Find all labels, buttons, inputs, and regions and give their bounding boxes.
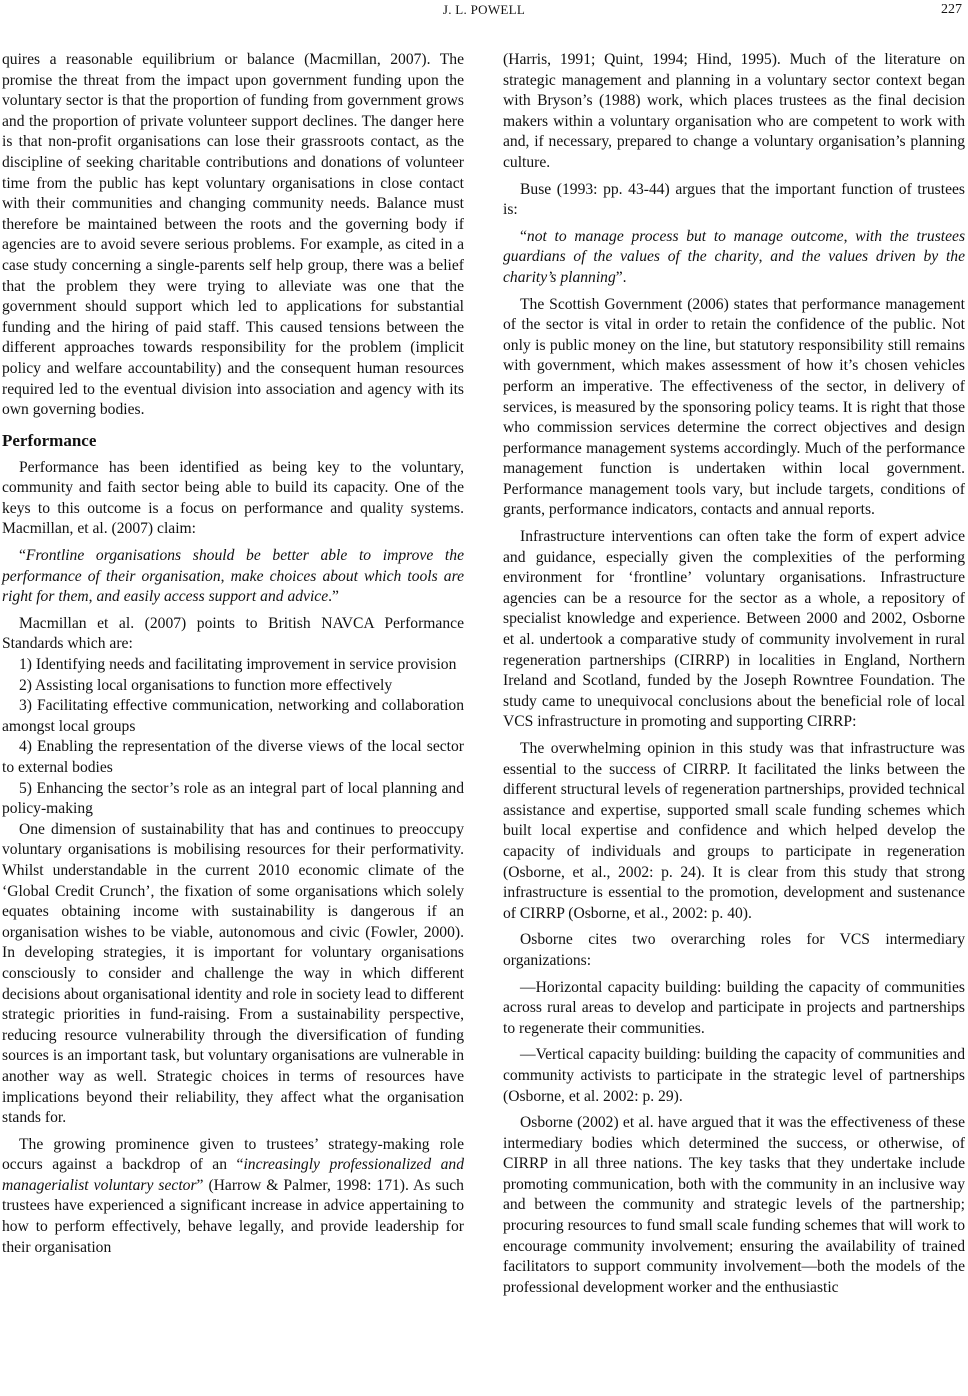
- paragraph: Performance has been identified as being key to the voluntary, community and faith sector being able to build its capacity. One of the keys to this outcome is a focus on performance and quality systems. Macmillan, et al. (2007) claim:: [2, 458, 464, 538]
- paragraph: Macmillan et al. (2007) points to British NAVCA Performance Standards which are:: [2, 614, 464, 653]
- block-quote: [503, 227, 965, 289]
- paragraph-text: ” (Harrow & Palmer, 1998: 171). As such trustees have experienced a significant increase in advice appertaining to how to perform effectively, behave legally, and provide leadership for their organisation: [2, 1176, 464, 1256]
- page-number: 227: [941, 2, 962, 17]
- quote-text: and easily access support and advice: [96, 588, 329, 606]
- quote-mark: .”: [328, 588, 339, 606]
- list-item: 5) Enhancing the sector’s role as an integral part of local planning and policy-making: [2, 779, 464, 818]
- quote-text: with the trustees guardians of the values of the charity: [503, 227, 966, 266]
- paragraph: Infrastructure interventions can often take the form of expert advice and guidance, especially given the complexities of the performing environment for ‘frontline’ voluntary organisations. Infrastructure agencies can be a resource for the sector as a whole, a repository of specialist knowledge and experience. Between 2000 and 2002, Osborne et al. undertook a comparative study of community involvement in rural regeneration partnerships (CIRRP) in localities in England, Northern Ireland and Scotland, funded by the Joseph Rowntree Foundation. The study came to unequivocal conclusions about the beneficial role of local VCS infrastructure in promoting and supporting CIRRP:: [503, 528, 965, 731]
- quote-text: Frontline organisations should be better able to improve the performance of their organisation: [2, 547, 464, 585]
- block-quote: [2, 546, 464, 608]
- paragraph: Osborne cites two overarching roles for VCS intermediary organizations:: [503, 931, 965, 969]
- quote-mark: ”.: [615, 268, 627, 286]
- quote-separator: ,: [758, 248, 771, 266]
- running-head-author: J. L. POWELL: [442, 2, 526, 17]
- quote-separator: ,: [843, 227, 856, 245]
- right-column: [503, 50, 965, 1298]
- list-item: —Vertical capacity building: building the capacity of communities and community activists to participate in the strategic level of partnerships (Osborne, et al. 2002: p. 29).: [503, 1046, 965, 1105]
- quote-text: not to manage process but to manage outcome: [526, 227, 844, 245]
- quote-text: make choices about which tools are right for them: [2, 567, 464, 606]
- list-item: 3) Facilitating effective communication, networking and collaboration amongst local groups: [2, 697, 464, 735]
- list-item: 1) Identifying needs and facilitating improvement in service provision: [19, 656, 457, 674]
- list-item: —Horizontal capacity building: building the capacity of communities across rural areas to develop and participate in projects and partnerships to regenerate their communities.: [503, 978, 965, 1037]
- running-head: [0, 0, 968, 22]
- left-column: [2, 50, 464, 1258]
- quote-text: and the values driven by the charity’s planning: [503, 248, 965, 286]
- list-item: 2) Assisting local organisations to function more effectively: [19, 676, 393, 694]
- quote-mark: “: [19, 547, 26, 565]
- quote-separator: ,: [88, 588, 97, 606]
- section-heading-performance: Performance: [2, 430, 97, 450]
- quote-mark: “: [520, 227, 527, 245]
- paragraph: Osborne (2002) et al. have argued that it was the effectiveness of these intermediary bodies which determined the success, or otherwise, of CIRRP in all three nations. The key tasks that they undertake include promoting communication, both with the community in an inclusive way and between the community and strategic levels of the partnership; procuring resources to fund small scale funding schemes that will work to encourage community involvement; ensuring the availability of trained facilitators to support community involvement—both the models of the professional development worker and the enthusiastic: [503, 1114, 965, 1296]
- paragraph-text: The growing prominence given to trustees’ strategy-making role occurs against a backdrop of an “: [2, 1135, 464, 1174]
- quote-separator: ,: [220, 567, 231, 585]
- paragraph: One dimension of sustainability that has and continues to preoccupy voluntary organisations is mobilising resources for their performativity. Whilst understandable in the current 2010 economic climate of the ‘Global Credit Crunch’, the fixation of some organisations which solely equates obtaining income with sustainability is dangerous if an organisation wishes to be viable, autonomous and civic (Fowler, 2000). In developing strategies, it is important for voluntary organisations consciously to consider and challenge the way in which different decisions about organisational identity and role in society lead to different strategic priorities in fund-raising. From a sustainability perspective, reducing resource vulnerability through the diversification of funding sources is an important task, but voluntary organisations are vulnerable in another way as well. Strategic choices in terms of resources have implications beyond their reliability, they affect what the organisation stands for.: [2, 820, 464, 1127]
- paragraph: quires a reasonable equilibrium or balance (Macmillan, 2007). The promise the threat from the impact upon government funding upon the voluntary sector is that the proportion of funding from government grows and the proportion of private volunteer support declines. The danger here is that non-profit organisations can lose their grassroots contact, as the discipline of seeking charitable contributions and donations of volunteer time from the public has kept voluntary organisations in close contact with their communities and changing community needs. Balance must therefore be maintained between the roots and the governing body if agencies are to avoid severe serious problems. For example, as cited in a case study concerning a single-parents self help group, there was a belief that the problem they were trying to alleviate was one that the government should support which led to applications for substantial funding and the hiring of paid staff. This caused tensions between the different approaches towards responsibility for the problem (implicit policy and welfare accountability) and the consequent human resources required led to the eventual division into association and agency with its own governing bodies.: [2, 51, 464, 419]
- paragraph: (Harris, 1991; Quint, 1994; Hind, 1995). Much of the literature on strategic management and planning in a voluntary sector context began with Bryson’s (1988) work, which places trustees as the final decision makers within a voluntary organisation who are competent to work with and, if necessary, prepared to change a voluntary organisation’s planning culture.: [503, 51, 965, 171]
- paragraph: [2, 1135, 464, 1259]
- paragraph: The Scottish Government (2006) states that performance management of the sector is vital in order to retain the confidence of the public. Not only is public money on the line, but statutory responsibility still remains with government, which makes assessment of how it’s chosen vehicles perform an imperative. The effectiveness of the sector, in delivery of services, is measured by the sponsoring policy teams. It is right that those who commission services determine the correct objectives and design performance management systems accordingly. Much of the performance management function is undertaken within local government. Performance management tools vary, but include targets, conditions of grants, performance indicators, contacts and annual reports.: [503, 295, 965, 519]
- quoted-phrase: increasingly professionalized and managerialist voluntary sector: [2, 1156, 465, 1194]
- list-item: 4) Enabling the representation of the diverse views of the local sector to external bodies: [2, 738, 464, 776]
- paragraph: Buse (1993: pp. 43-44) argues that the important function of trustees is:: [503, 180, 965, 219]
- paragraph: The overwhelming opinion in this study was that infrastructure was essential to the success of CIRRP. It facilitated the links between the different structural levels of regeneration partnerships, provided technical assistance and expertise, supported small scale funding schemes which built local expertise and confidence and which helped develop the capacity of individuals and groups to participate in regeneration (Osborne, et al., 2002: p. 24). It is clear from this study that strong infrastructure is essential to the promotion, development and sustenance of CIRRP (Osborne, et al., 2002: p. 40).: [503, 740, 965, 922]
